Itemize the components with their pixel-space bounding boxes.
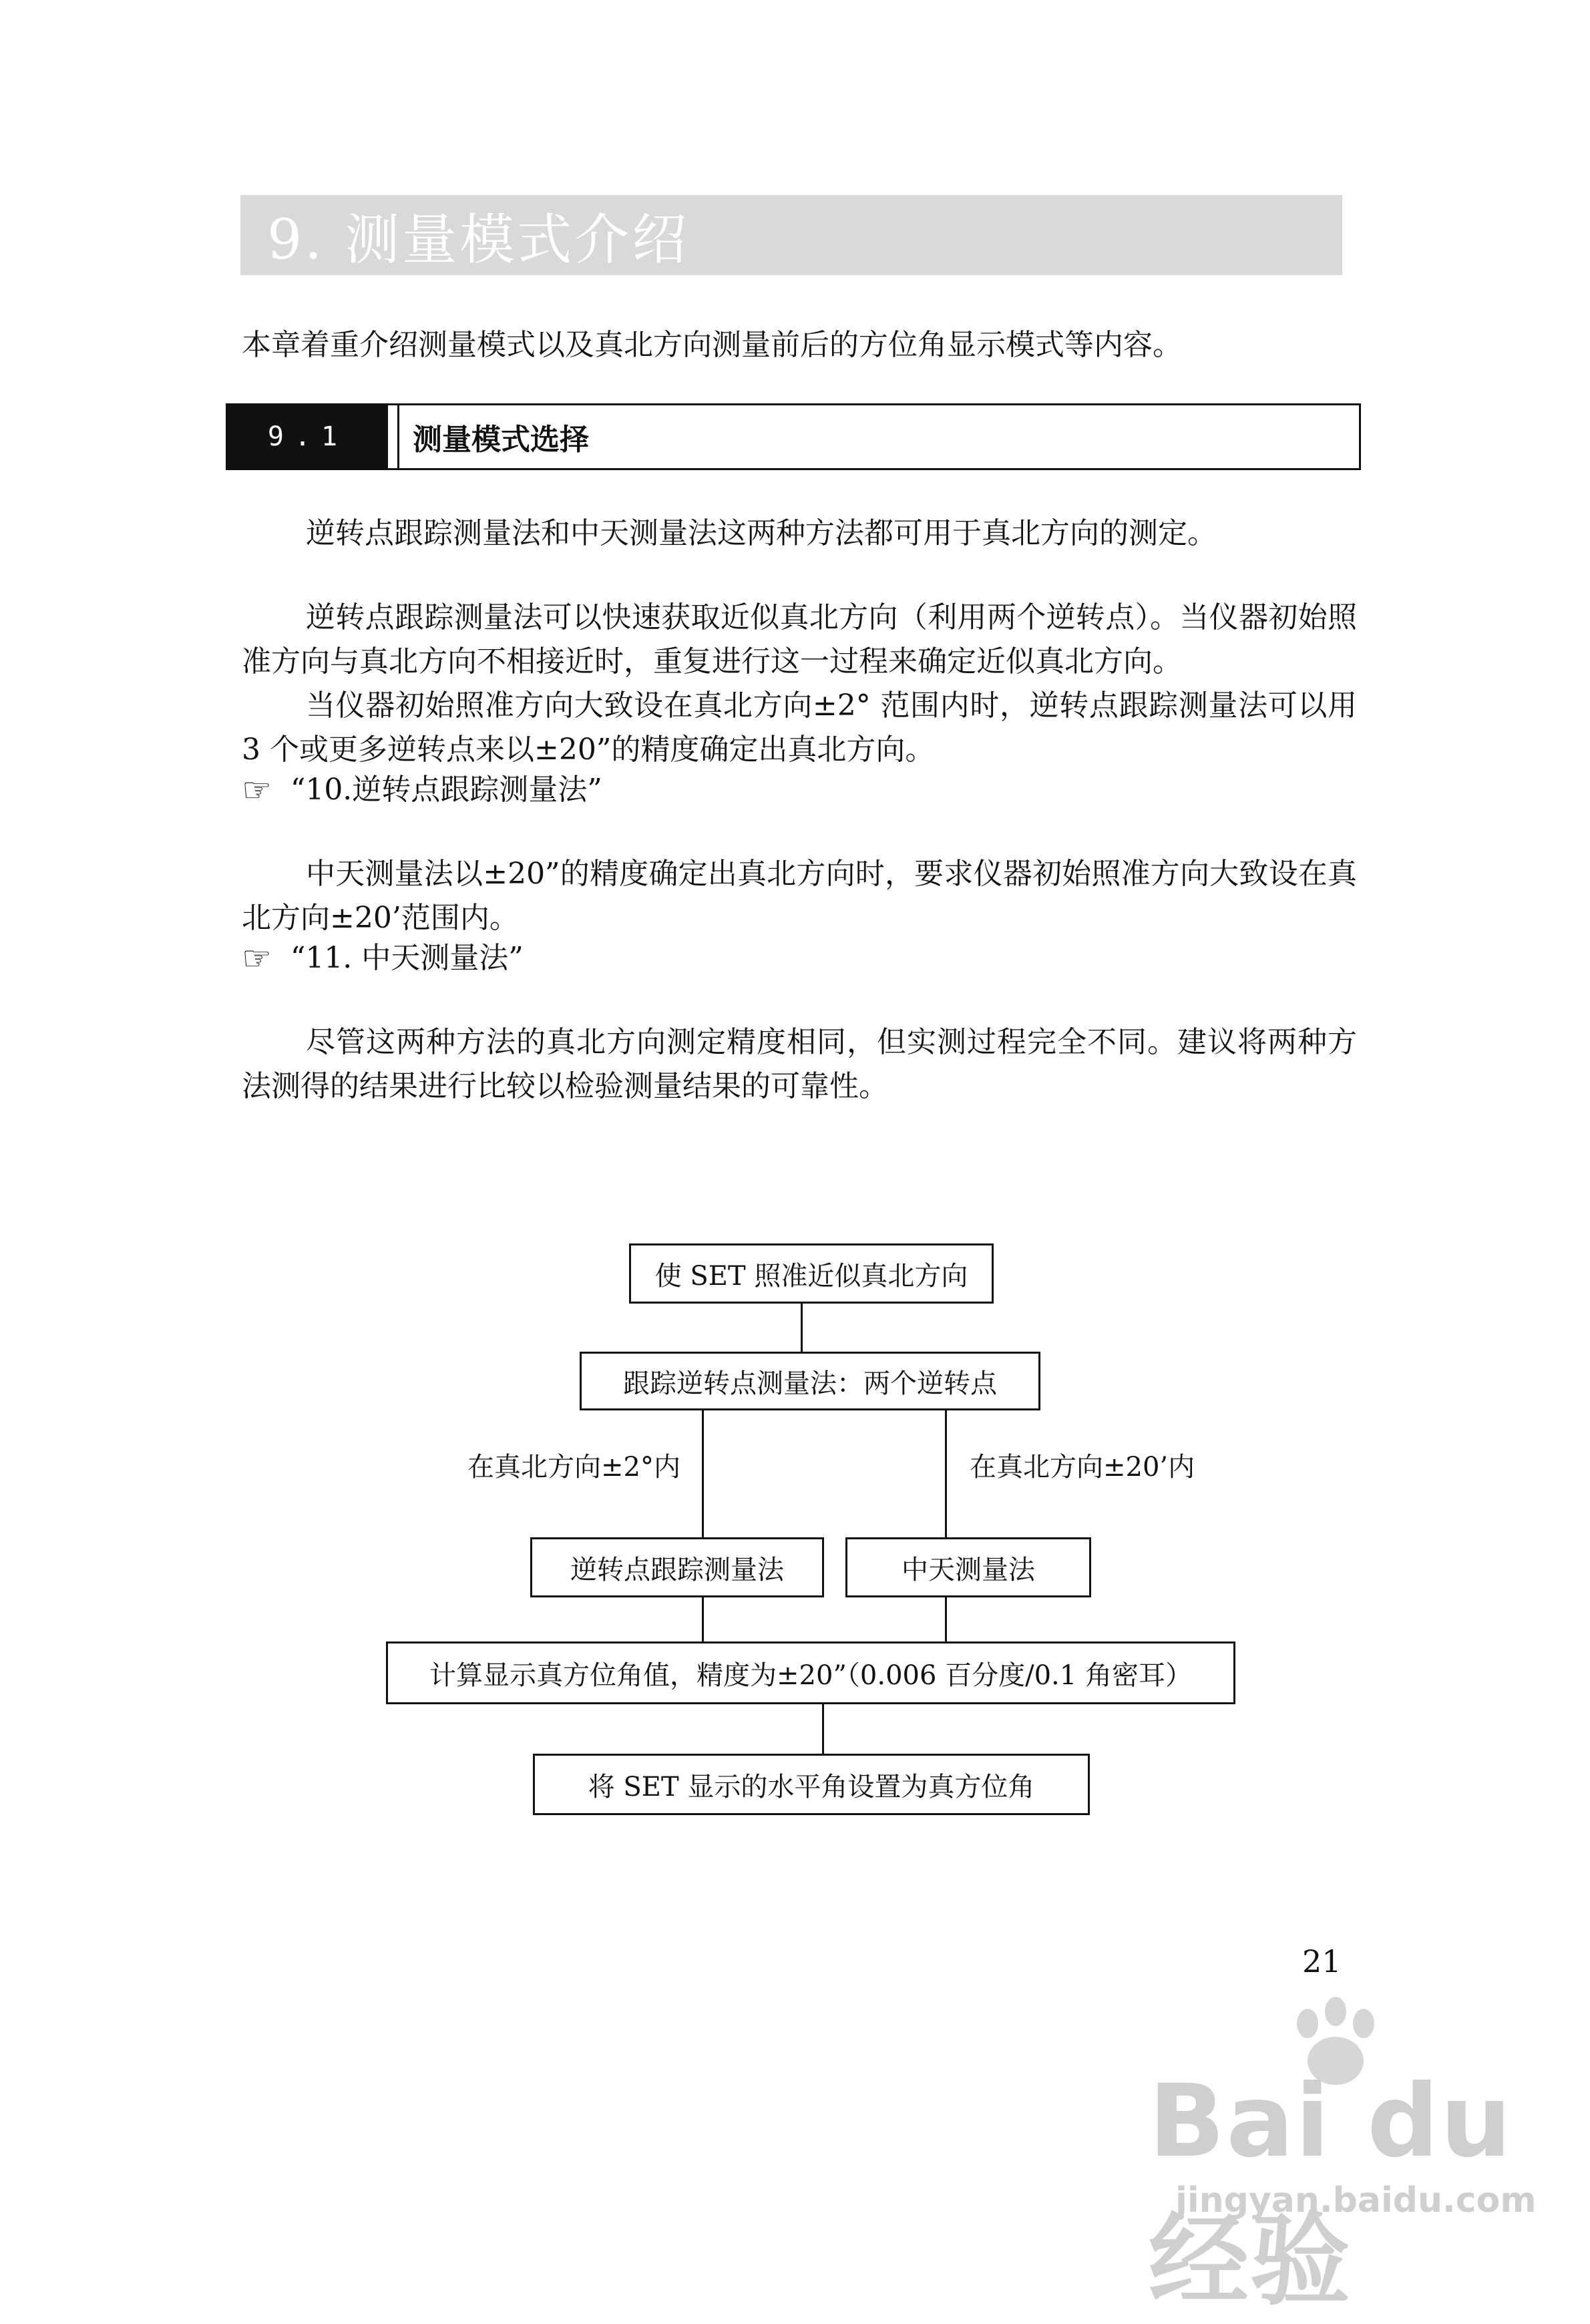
paragraph-2: 逆转点跟踪测量法可以快速获取近似真北方向（利用两个逆转点）。当仪器初始照准方向与真北方向不相接近时，重复进行这一过程来确定近似真北方向。 <box>242 600 1357 679</box>
flow-step-set-azimuth: 将 SET 显示的水平角设置为真方位角 <box>533 1754 1090 1815</box>
paragraph-3: 当仪器初始照准方向大致设在真北方向±2° 范围内时，逆转点跟踪测量法可以用 3 个或更多逆转点来以±20”的精度确定出真北方向。 <box>242 689 1357 767</box>
reference-link-11[interactable] <box>242 936 524 980</box>
paragraph-5: 尽管这两种方法的真北方向测定精度相同，但实测过程完全不同。建议将两种方法测得的结果进行比较以检验测量结果的可靠性。 <box>242 1025 1357 1103</box>
connector-line-left <box>702 1410 704 1537</box>
section-number: 9.1 <box>228 405 388 468</box>
branch-label-20min: 在真北方向±20’内 <box>970 1452 1195 1483</box>
chapter-intro: 本章着重介绍测量模式以及真北方向测量前后的方位角显示模式等内容。 <box>242 328 1182 362</box>
reference-text-11: “11. 中天测量法” <box>290 941 524 975</box>
paragraph-1: 逆转点跟踪测量法和中天测量法这两种方法都可用于真北方向的测定。 <box>306 516 1217 550</box>
reference-link-10[interactable] <box>242 768 602 812</box>
baidu-watermark <box>1135 2017 1563 2319</box>
flow-method-transit: 中天测量法 <box>845 1537 1091 1597</box>
flow-method-reversal-tracking: 逆转点跟踪测量法 <box>530 1537 824 1597</box>
connector-line-left-down <box>702 1597 704 1641</box>
watermark-brand: Bai du 经验 <box>1149 2064 1513 2319</box>
connector-line-right-down <box>945 1597 947 1641</box>
flow-step-tracking-two-points: 跟踪逆转点测量法：两个逆转点 <box>580 1352 1040 1410</box>
connector-line <box>801 1304 803 1352</box>
chapter-title-bar <box>240 195 1342 275</box>
flow-step-compute-azimuth: 计算显示真方位角值，精度为±20”（0.006 百分度/0.1 角密耳） <box>386 1641 1235 1704</box>
branch-label-2deg: 在真北方向±2°内 <box>467 1452 680 1483</box>
pointing-hand-icon: ☞ <box>242 939 272 978</box>
chapter-title: 9. 测量模式介绍 <box>267 208 690 272</box>
page-number: 21 <box>1302 1943 1342 1979</box>
watermark-url: jingyan.baidu.com <box>1175 2180 1537 2220</box>
connector-line-right <box>945 1410 947 1537</box>
section-divider <box>388 405 399 468</box>
connector-line <box>822 1704 824 1754</box>
reference-text-10: “10.逆转点跟踪测量法” <box>290 773 602 807</box>
flow-step-sight-north: 使 SET 照准近似真北方向 <box>629 1243 994 1304</box>
paragraph-4: 中天测量法以±20”的精度确定出真北方向时，要求仪器初始照准方向大致设在真北方向±20’范围内。 <box>242 857 1357 935</box>
pointing-hand-icon: ☞ <box>242 771 272 809</box>
section-header <box>226 403 1361 470</box>
section-title: 测量模式选择 <box>413 423 589 457</box>
